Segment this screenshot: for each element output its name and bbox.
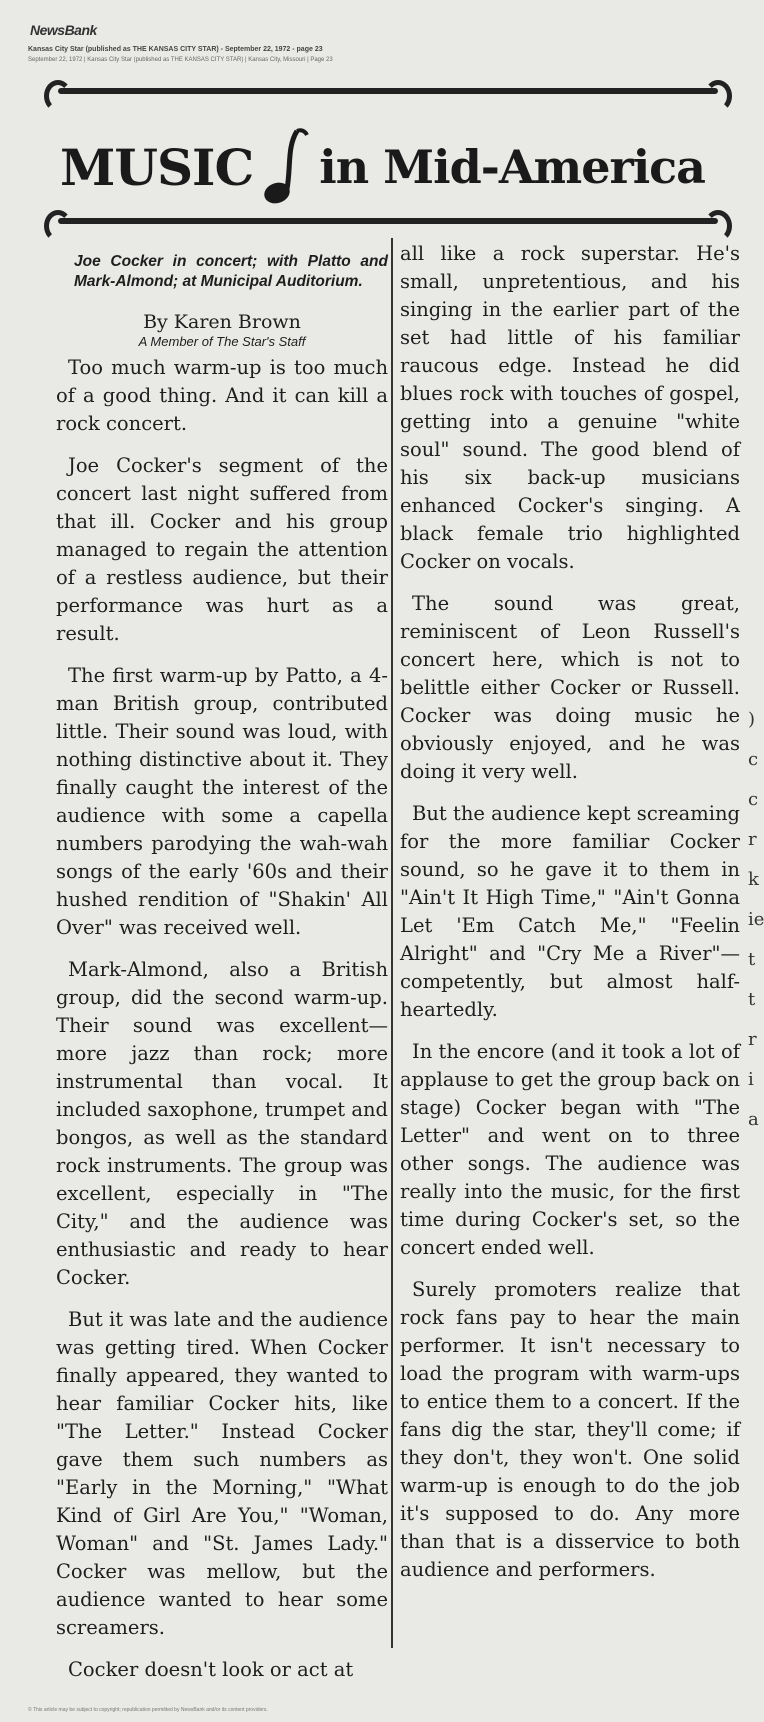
- edge-letter: i: [748, 1069, 754, 1090]
- paragraph: But the audience kept screaming for the more familiar Cocker sound, so he gave it to them in "Ain't It High Time," "Ain't Gonna Let 'Em Catch Me," "Feelin Alright" and "Cry Me a River"—competently, but almost half-heartedly.: [400, 802, 740, 1021]
- copyright-footer: © This article may be subject to copyright; republication permitted by NewsBank and/or its content providers.: [28, 1707, 268, 1713]
- paragraph: In the encore (and it took a lot of applause to get the group back on stage) Cocker began with "The Letter" and went on to three other songs. The audience was really into the music, for the first time during Cocker's set, so the concert ended well.: [400, 1040, 740, 1259]
- edge-letter: t: [748, 949, 756, 970]
- edge-letter: c: [748, 749, 759, 770]
- paragraph: Surely promoters realize that rock fans pay to hear the main performer. It isn't necessary to load the program with warm-ups to entice them to a concert. If the fans dig the star, they'll come; if they don't, they won't. One solid warm-up is enough to do the job it's supposed to do. Any more than that is a disservice to both audience and performers.: [400, 1278, 740, 1581]
- masthead-bottom-border: [58, 218, 718, 224]
- column-rule: [391, 238, 393, 1648]
- edge-letter: ie: [748, 909, 764, 930]
- edge-letter: k: [748, 869, 759, 890]
- paragraph: Cocker doesn't look or act at: [68, 1658, 354, 1681]
- edge-letter: a: [748, 1109, 759, 1130]
- source-details: September 22, 1972 | Kansas City Star (published as THE KANSAS CITY STAR) | Kansas City, Missouri | Page 23: [28, 57, 333, 63]
- paragraph: But it was late and the audience was getting tired. When Cocker finally appeared, they wanted to hear familiar Cocker hits, like "The Letter." Instead Cocker gave them such numbers as "Early in the Morning," "What Kind of Girl Are You," "Woman, Woman" and "St. James Lady." Cocker was mellow, but the audience wanted to hear some screamers.: [56, 1308, 388, 1639]
- byline: By Karen Brown: [143, 311, 301, 333]
- paragraph: Too much warm-up is too much of a good thing. And it can kill a rock concert.: [56, 356, 388, 435]
- paragraph: The first warm-up by Patto, a 4-man British group, contributed little. Their sound was loud, with nothing distinctive about it. They finally caught the interest of the audience with some a capella numbers parodying the wah-wah songs of the early '60s and their hushed rendition of "Shakin' All Over" was received well.: [56, 664, 388, 939]
- paragraph: all like a rock superstar. He's small, unpretentious, and his singing in the earlier part of the set had little of his familiar raucous edge. Instead he did blues rock with touches of gospel, getting into a genuine "white soul" sound. The good blend of his six back-up musicians enhanced Cocker's singing. A black female trio highlighted Cocker on vocals.: [400, 242, 740, 573]
- article-left-column: [56, 240, 388, 1698]
- edge-letter: ): [748, 709, 756, 730]
- byline-staff: A Member of The Star's Staff: [138, 334, 306, 349]
- music-note-icon: [257, 127, 313, 207]
- masthead-top-border: [58, 88, 718, 94]
- paragraph: The sound was great, reminiscent of Leon Russell's concert here, which is not to belittle either Cocker or Russell. Cocker was doing music he obviously enjoyed, and he was doing it very well.: [400, 592, 740, 783]
- masthead: [60, 132, 705, 202]
- article-right-column: [400, 240, 740, 1598]
- adjacent-column-edge: [748, 700, 762, 1700]
- paragraph: Joe Cocker's segment of the concert last night suffered from that ill. Cocker and his group managed to regain the attention of a restless audience, but their performance was hurt as a result.: [56, 454, 388, 645]
- masthead-in-mid-america: in Mid-America: [319, 140, 705, 194]
- edge-letter: r: [748, 1029, 757, 1050]
- article-headline: Joe Cocker in concert; with Platto and Mark-Almond; at Municipal Auditorium.: [74, 253, 388, 290]
- edge-letter: t: [748, 989, 756, 1010]
- source-citation: Kansas City Star (published as THE KANSAS CITY STAR) - September 22, 1972 - page 23: [28, 46, 323, 53]
- masthead-music: MUSIC: [60, 137, 254, 197]
- paragraph: Mark-Almond, also a British group, did the second warm-up. Their sound was excellent— more jazz than rock; more instrumental than vocal. It included saxophone, trumpet and bongos, as well as the standard rock instruments. The group was excellent, especially in "The City," and the audience was enthusiastic and ready to hear Cocker.: [56, 958, 388, 1289]
- edge-letter: c: [748, 789, 759, 810]
- newsbank-logo: NewsBank: [30, 22, 97, 38]
- edge-letter: r: [748, 829, 757, 850]
